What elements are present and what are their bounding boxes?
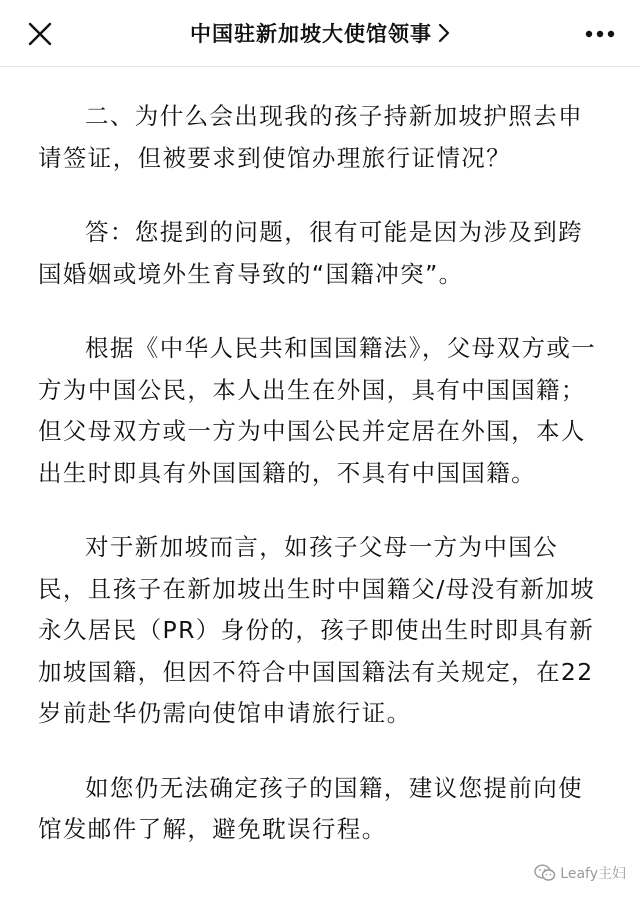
article-paragraph-question: 二、为什么会出现我的孩子持新加坡护照去申请签证，但被要求到使馆办理旅行证情况？ [38,102,583,172]
close-icon [27,21,53,47]
article-paragraph-answer: 答：您提到的问题，很有可能是因为涉及到跨国婚姻或境外生育导致的“国籍冲突”。 [38,218,583,288]
chevron-right-icon [438,23,450,43]
more-button[interactable] [578,12,622,56]
page-title: 中国驻新加坡大使馆领事 [190,22,432,46]
nav-bar [0,0,640,67]
article-paragraph-law: 根据《中华人民共和国国籍法》，父母双方或一方为中国公民，本人出生在外国，具有中国国籍；但父母双方或一方为中国公民并定居在外国，本人出生时即具有外国国籍的，不具有中国国籍。 [38,334,597,487]
article-paragraph-singapore: 对于新加坡而言，如孩子父母一方为中国公民，且孩子在新加坡出生时中国籍父/母没有新加坡永久居民（PR）身份的，孩子即使出生时即具有新加坡国籍，但因不符合中国国籍法有关规定，在22岁前赴华仍需向使馆申请旅行证。 [38,533,596,727]
article-body [38,96,606,884]
account-name-button[interactable] [90,0,550,66]
close-button[interactable] [18,12,62,56]
wechat-icon [534,864,556,882]
article-paragraph-advice: 如您仍无法确定孩子的国籍，建议您提前向使馆发邮件了解，避免耽误行程。 [38,773,583,843]
watermark-text: Leafy主妇 [560,866,626,882]
more-dots-icon [585,30,615,38]
watermark [534,863,626,883]
